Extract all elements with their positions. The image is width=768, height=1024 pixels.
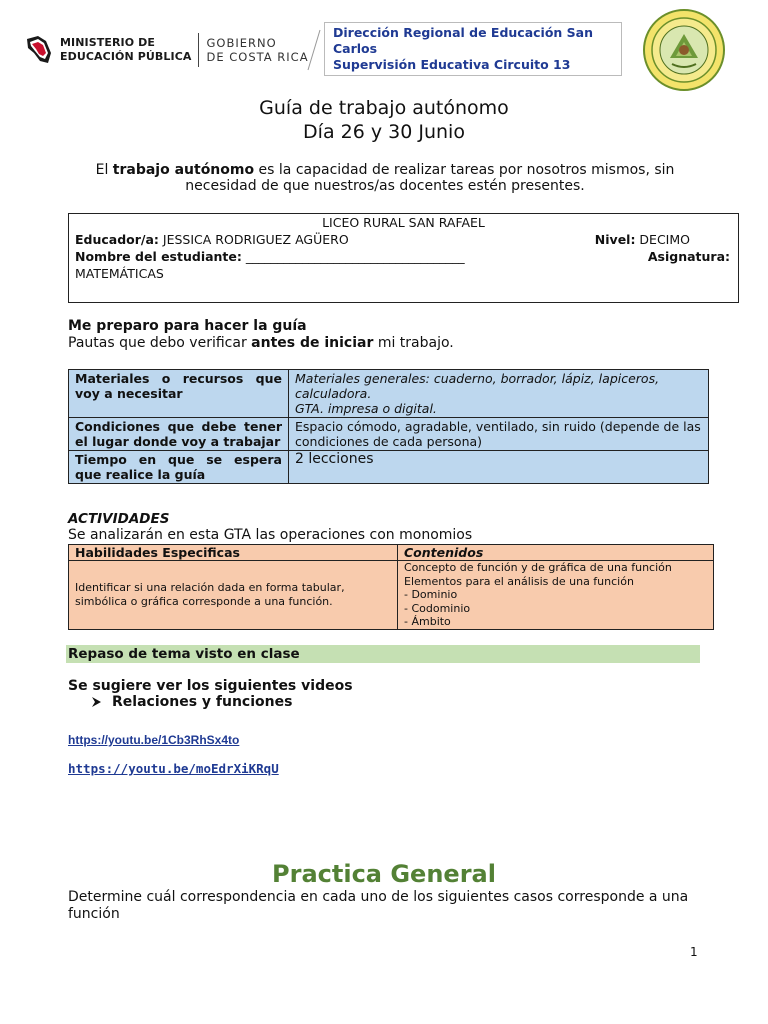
prep-line-prefix: Pautas que debo verificar <box>68 335 252 351</box>
school-seal-icon <box>642 8 726 92</box>
asignatura-label: Asignatura: <box>647 249 730 264</box>
materiales-label: Materiales o recursos que voy a necesitar <box>69 370 289 418</box>
table-row <box>69 561 714 630</box>
table-header-row <box>69 545 714 561</box>
condiciones-label: Condiciones que debe tener el lugar donde voy a trabajar <box>69 418 289 451</box>
prep-heading: Me preparo para hacer la guía <box>68 318 307 334</box>
prep-line-bold: antes de iniciar <box>251 335 374 351</box>
contenido-item: Concepto de función y de gráfica de una función <box>404 561 672 574</box>
student-info-box <box>68 213 739 303</box>
materiales-value <box>289 370 709 418</box>
contenidos-header: Contenidos <box>398 545 714 561</box>
direccion-line2: Carlos <box>333 41 378 56</box>
prep-line-suffix: mi trabajo. <box>373 335 454 351</box>
mep-name <box>60 36 191 64</box>
videos-bullet-text: Relaciones y funciones <box>112 694 293 710</box>
intro-prefix: El <box>95 162 113 178</box>
estudiante-row <box>69 248 738 265</box>
video-link-1[interactable]: https://youtu.be/1Cb3RhSx4to <box>68 733 240 747</box>
contenido-item: - Dominio <box>404 588 458 601</box>
guide-date: Día 26 y 30 Junio <box>303 121 465 143</box>
habilidad-cell: Identificar si una relación dada en forma tabular, simbólica o gráfica corresponde a una función. <box>69 561 398 630</box>
intro-paragraph <box>90 162 680 194</box>
table-row <box>69 370 709 418</box>
estudiante-value[interactable]: ___________________________________ <box>241 249 465 264</box>
logo-divider <box>198 33 199 67</box>
mep-line2: EDUCACIÓN PÚBLICA <box>60 50 192 63</box>
costa-rica-map-icon <box>24 33 54 67</box>
tiempo-label: Tiempo en que se espera que realice la guía <box>69 451 289 484</box>
gobierno-name <box>206 36 308 64</box>
contenido-item: - Ámbito <box>404 615 451 628</box>
video-link-1-wrap <box>68 729 239 748</box>
videos-bullet <box>90 694 292 710</box>
gob-line2: DE COSTA RICA <box>206 50 309 64</box>
tiempo-value: 2 lecciones <box>289 451 709 484</box>
estudiante-label: Nombre del estudiante: <box>75 249 242 264</box>
educador-row <box>69 231 738 248</box>
direccion-line3: Supervisión Educativa Circuito 13 <box>333 57 571 72</box>
videos-heading: Se sugiere ver los siguientes videos <box>68 678 353 694</box>
page-number: 1 <box>690 945 698 959</box>
repaso-bar: Repaso de tema visto en clase <box>66 645 700 663</box>
gob-line1: GOBIERNO <box>206 36 277 50</box>
guide-title: Guía de trabajo autónomo <box>259 97 509 119</box>
intro-suffix: es la capacidad de realizar tareas por nosotros mismos, sin necesidad de que nuestros/as docentes estén presentes. <box>185 162 675 194</box>
actividades-subtitle: Se analizarán en esta GTA las operaciones con monomios <box>68 527 473 543</box>
educador-label: Educador/a: <box>75 232 159 247</box>
materiales-line2: GTA. impresa o digital. <box>295 401 437 416</box>
asignatura-value: MATEMÁTICAS <box>75 266 164 281</box>
table-row <box>69 418 709 451</box>
contenidos-cell <box>398 561 714 630</box>
nivel-value: DECIMO <box>635 232 690 247</box>
educador-value: JESSICA RODRIGUEZ AGÜERO <box>158 232 349 247</box>
materiales-line1: Materiales generales: cuaderno, borrador, lápiz, lapiceros, calculadora. <box>295 371 660 401</box>
habilidades-header: Habilidades Especificas <box>69 545 398 561</box>
practica-instructions: Determine cuál correspondencia en cada uno de los siguientes casos corresponde a una función <box>68 889 689 922</box>
mep-logo <box>24 30 324 70</box>
direccion-box <box>324 22 622 76</box>
table-row <box>69 451 709 484</box>
header-slash-divider <box>306 28 322 72</box>
prep-line <box>68 335 454 352</box>
prep-table <box>68 369 709 484</box>
asignatura-row <box>69 265 738 282</box>
mep-line1: MINISTERIO DE <box>60 36 155 49</box>
contenido-item: - Codominio <box>404 601 471 615</box>
actividades-heading: ACTIVIDADES <box>68 511 170 527</box>
video-link-2-wrap <box>68 758 279 777</box>
intro-bold: trabajo autónomo <box>112 162 255 178</box>
direccion-line1: Dirección Regional de Educación San <box>333 25 594 40</box>
video-link-2[interactable]: https://youtu.be/moEdrXiKRqU <box>68 761 279 776</box>
nivel-label: Nivel: <box>594 232 636 247</box>
condiciones-value: Espacio cómodo, agradable, ventilado, sin ruido (depende de las condiciones de cada persona) <box>289 418 709 451</box>
school-name: LICEO RURAL SAN RAFAEL <box>322 215 485 230</box>
contenido-item: Elementos para el análisis de una función <box>404 574 634 588</box>
actividades-table <box>68 544 714 630</box>
arrow-bullet-icon <box>90 696 102 708</box>
practica-heading: Practica General <box>272 860 496 888</box>
